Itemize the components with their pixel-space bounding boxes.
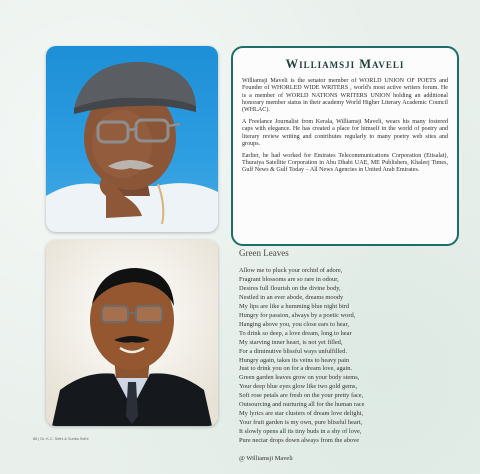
page-footer: 86 | Dr. K.C. Sethi & Sunita Sethi bbox=[33, 437, 89, 441]
poem-line: Hanging above you, you close ears to hear, bbox=[239, 320, 349, 328]
poem-credit: @ Williamsji Maveli bbox=[239, 455, 293, 463]
bio-paragraph-career: Earlier, he had worked for Emirates Telecommunications Corporation (Etisalat), Thuraiya Satellite Corporation in Abu Dhabi UAE, ME Publishers, Khaleej Times, Gulf News & Gulf Today – All News Agencies in United Arab Emirates. bbox=[242, 152, 448, 174]
poem-title: Green Leaves bbox=[239, 248, 289, 258]
poem-line: Desires full flourish on the divine body, bbox=[239, 284, 341, 292]
poem-line: Your fruit garden is my own, pure blissful heart, bbox=[239, 419, 363, 427]
poem-line: Green garden leaves grow on your body stems, bbox=[239, 374, 360, 382]
poem-line: My lips are like a humming blue night bird bbox=[239, 302, 350, 310]
poem-line: It slowly opens all its tiny buds in a shy of love, bbox=[239, 428, 362, 436]
poem-line: Just to drink you on for a dream love, again. bbox=[239, 365, 353, 373]
portrait-illustration bbox=[46, 46, 218, 232]
poem-line: Hungry again, takes its veins to heavy pain bbox=[239, 356, 350, 364]
author-bio-card bbox=[231, 46, 459, 246]
poem-section bbox=[239, 248, 464, 462]
poem-line: Hungry for passion, always by a poetic word, bbox=[239, 311, 356, 319]
poem-lines bbox=[239, 267, 464, 446]
bio-paragraph-journalism: A Freelance Journalist from Kerala, Williamsji Maveli, wears his many fostered caps with elegance. He has created a place for himself in the world of poetry and literary review writing and contributes regularly to many poetry web sites and groups. bbox=[242, 118, 448, 147]
second-portrait-photo bbox=[46, 240, 218, 426]
poem-line: To drink so deep, a love dream, long to hear bbox=[239, 329, 352, 337]
poem-line: Fragrant blossoms are so rare in odour, bbox=[239, 275, 339, 283]
poem-line: Soft rose petals are fresh on the your pretty face, bbox=[239, 392, 364, 400]
poem-line: Pure nectar drops down always from the above bbox=[239, 437, 360, 445]
bio-paragraph-membership: Williamsji Maveli is the senator member of WORLD UNION OF POETS and Founder of WHORLED WIDE WRITERS , world's most active writers forum. He is a member of WORLD NATIONS WRITERS UNION holding an additional honorary member status in their academy World Higher Literary Academic Council (WHLAC). bbox=[242, 78, 448, 114]
poem-line: Allow me to pluck your orchid of adore, bbox=[239, 267, 343, 274]
portrait-illustration-2 bbox=[46, 240, 218, 426]
author-portrait-photo bbox=[46, 46, 218, 232]
poem-line: Your deep blue eyes glow like two gold gems, bbox=[239, 383, 358, 391]
author-name-heading: Williamsji Maveli bbox=[285, 57, 405, 71]
poem-line: Nestled in an ever abode, dreams moody bbox=[239, 293, 344, 301]
poem-line: My lyrics are star clusters of dream love delight, bbox=[239, 410, 364, 418]
poem-line: My starving inner heart, is not yet filled, bbox=[239, 338, 343, 346]
poem-line: Outsourcing and nurturing all for the human race bbox=[239, 401, 365, 409]
poem-line: For a diminutive blissful ways unfulfilled. bbox=[239, 347, 347, 355]
